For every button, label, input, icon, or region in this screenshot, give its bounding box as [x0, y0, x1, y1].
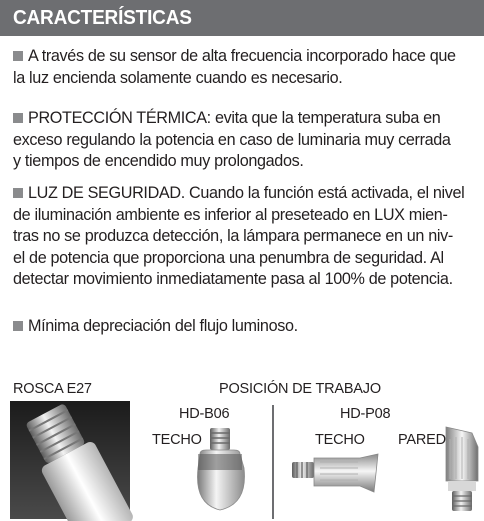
hd-b06-bulb-icon: [192, 424, 254, 514]
socket-label: ROSCA E27: [13, 381, 92, 397]
e27-lamp-photo: [10, 401, 130, 519]
paragraph-line: A través de su sensor de alta frecuencia incorporado hace que: [28, 47, 456, 65]
bullet-square-icon: [13, 321, 23, 331]
bullet-square-icon: [13, 113, 23, 123]
section-title: CARACTERÍSTICAS: [13, 7, 192, 29]
feature-paragraph-flux: [13, 316, 481, 338]
paragraph-line: PROTECCIÓN TÉRMICA: evita que la temperatura suba en: [28, 109, 441, 127]
feature-paragraph-sensor: [13, 46, 481, 89]
ceiling-label-p08: TECHO: [315, 432, 365, 448]
paragraph-line: Mínima depreciación del flujo luminoso.: [28, 317, 298, 335]
paragraph-line: de iluminación ambiente es inferior al preseteado en LUX mien-: [13, 205, 448, 224]
bullet-square-icon: [13, 188, 23, 198]
paragraph-line: tras no se produzca detección, la lámpara permanece en un niv-: [13, 227, 453, 245]
ceiling-label-b06: TECHO: [152, 432, 202, 448]
wall-label: PARED: [398, 432, 446, 448]
figure-divider: [272, 405, 274, 519]
paragraph-line: detectar movimiento inmediatamente pasa al 100% de potencia.: [13, 270, 453, 288]
model-label-p08: HD-P08: [340, 406, 391, 422]
hd-p08-wall-icon: [438, 425, 484, 515]
paragraph-line: el de potencia que proporciona una penumbra de seguridad. Al: [13, 248, 444, 267]
bullet-square-icon: [13, 51, 23, 61]
hd-p08-ceiling-icon: [290, 452, 380, 498]
paragraph-line: la luz encienda solamente cuando es necesario.: [13, 68, 343, 87]
paragraph-line: y tiempos de encendido muy prolongados.: [13, 152, 304, 170]
paragraph-line: LUZ DE SEGURIDAD. Cuando la función está activada, el nivel: [28, 184, 465, 202]
model-label-b06: HD-B06: [179, 406, 230, 422]
feature-paragraph-safety-light: [13, 183, 481, 291]
position-title: POSICIÓN DE TRABAJO: [219, 381, 381, 397]
section-header: [0, 0, 484, 36]
paragraph-line: exceso regulando la potencia en caso de luminaria muy cerrada: [13, 130, 451, 149]
feature-paragraph-thermal: [13, 108, 481, 173]
